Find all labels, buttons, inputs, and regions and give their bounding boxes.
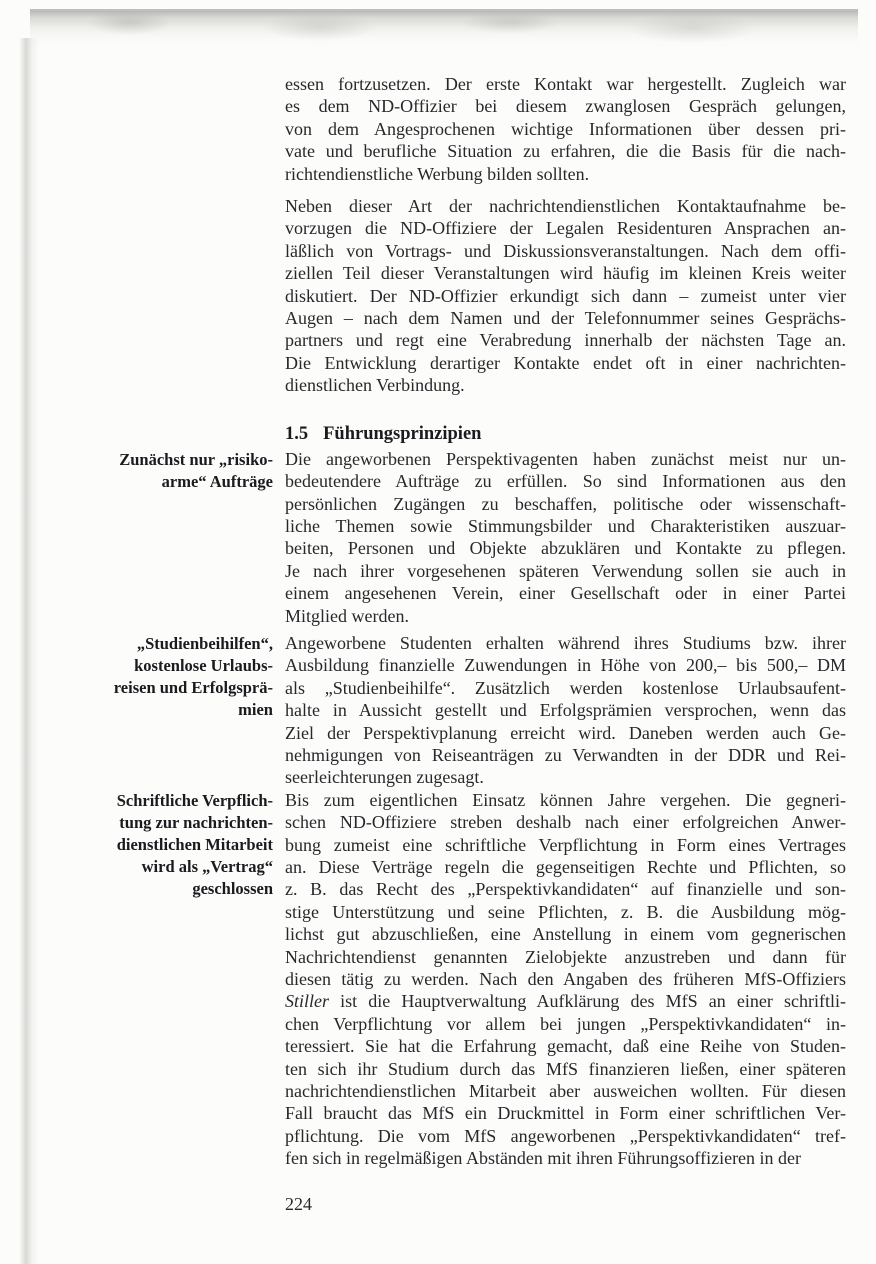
paragraph-block [63, 789, 846, 1170]
text-line: nehmigungen von Reiseanträgen zu Verwandten in der DDR und Rei- [285, 744, 846, 765]
paragraph [285, 195, 846, 397]
text-line: dienstlichen Verbindung. [285, 375, 465, 396]
text-line: diskutiert. Der ND-Offizier erkundigt sich dann – zumeist unter vier [285, 285, 846, 306]
section-heading-block [63, 423, 846, 446]
paragraph [285, 448, 846, 627]
text-line: ten sich ihr Studium durch das MfS finanzieren ließen, einer späteren [285, 1058, 846, 1079]
text-line: Zunächst nur „risiko- [119, 449, 273, 469]
text-line: schen ND-Offiziere streben deshalb nach einer erfolgreichen Anwer- [285, 812, 846, 833]
text-line: als „Studienbeihilfe“. Zusätzlich werden kostenlose Urlaubsaufent- [285, 677, 846, 698]
section-heading [285, 423, 846, 446]
text-line: von dem Angesprochenen wichtige Informationen über dessen pri- [285, 118, 846, 139]
text-line: essen fortzusetzen. Der erste Kontakt war hergestellt. Zugleich war [285, 74, 846, 94]
text-line: diesen tätig zu werden. Nach den Angaben des früheren MfS-Offiziers [285, 969, 846, 990]
text-line: läßlich von Vortrags- und Diskussionsveranstaltungen. Nach dem offi- [285, 240, 846, 261]
text-line: Schriftliche Verpflich- [116, 790, 273, 810]
text-line: teressiert. Sie hat die Erfahrung gemacht, daß eine Reihe von Studen- [285, 1036, 846, 1057]
text-line: chen Verpflichtung vor allem bei jungen „Perspektivkandidaten“ in- [285, 1013, 846, 1034]
scan-artifact-left-edge [19, 38, 39, 1264]
text-line: reisen und Erfolgsprä- [113, 677, 273, 697]
paragraph-block [63, 632, 846, 789]
paragraph-block [63, 195, 846, 397]
text-line: Fall braucht das MfS ein Druckmittel in Form einer schriftlichen Ver- [285, 1103, 846, 1124]
text-line: an. Diese Verträge regeln die gegenseitigen Rechte und Pflichten, so [285, 857, 846, 877]
text-line: Die Entwicklung derartiger Kontakte endet oft in einer nachrichten- [285, 352, 846, 373]
margin-note [63, 448, 273, 627]
paragraph [285, 73, 846, 185]
text-line: pflichtung. Die vom MfS angeworbenen „Perspektivkandidaten“ tref- [285, 1125, 846, 1146]
text-line: Neben dieser Art der nachrichtendienstlichen Kontaktaufnahme be- [285, 196, 846, 217]
page-number: 224 [285, 1193, 312, 1214]
text-line: Ziel der Perspektivplanung erreicht wird. Daneben werden auch Ge- [285, 722, 846, 743]
text-line: halte in Aussicht gestellt und Erfolgsprämien versprochen, wenn das [285, 700, 846, 721]
text-line: mien [238, 699, 273, 719]
text-line: ziellen Teil dieser Veranstaltungen wird häufig im kleinen Kreis weiter [285, 263, 846, 284]
text-line: arme“ Aufträge [161, 471, 273, 491]
text-line: partners und regt eine Verabredung innerhalb der nächsten Tage an. [285, 330, 846, 351]
text-line: Die angeworbenen Perspektivagenten haben zunächst meist nur un- [285, 448, 846, 469]
text-line: beiten, Personen und Objekte abzuklären und Kontakte zu pflegen. [285, 538, 846, 559]
text-line: Mitglied werden. [285, 605, 409, 626]
text-line: wird als „Vertrag“ [141, 856, 273, 876]
page-content [63, 73, 846, 1215]
section-number: 1.5 [285, 423, 309, 444]
section-title: Führungsprinzipien [323, 423, 482, 444]
paragraph [285, 632, 846, 789]
text-line: tung zur nachrichten- [119, 812, 273, 832]
text-line: lichst gut abzuschließen, eine Anstellung in einem vom gegnerischen [285, 924, 846, 945]
text-line: Augen – nach dem Namen und der Telefonnummer seines Gesprächs- [285, 308, 846, 329]
margin-note [63, 632, 273, 789]
text-line: „Studienbeihilfen“, [136, 633, 273, 653]
text-line: Ausbildung finanzielle Zuwendungen in Höhe von 200,– bis 500,– DM [285, 655, 846, 676]
text-line: richtendienstliche Werbung bilden sollten. [285, 163, 590, 184]
text-line: stige Unterstützung und seine Pflichten, z. B. die Ausbildung mög- [285, 901, 846, 922]
text-line: Stiller ist die Hauptverwaltung Aufklärung des MfS an einer schriftli- [285, 991, 846, 1012]
text-line: bedeutendere Aufträge zu erfüllen. So sind Informationen aus den [285, 471, 846, 492]
text-line: liche Themen sowie Stimmungsbilder und Charakteristiken auszuar- [285, 515, 846, 536]
text-line: Bis zum eigentlichen Einsatz können Jahre vergehen. Die gegneri- [285, 789, 846, 810]
text-line: kostenlose Urlaubs- [134, 655, 273, 675]
text-line: nachrichtendienstlichen Mitarbeit aber ausweichen wollten. Für diesen [285, 1081, 846, 1102]
text-line: dienstlichen Mitarbeit [116, 834, 273, 854]
text-line: geschlossen [192, 878, 273, 898]
text-line: z. B. das Recht des „Perspektivkandidaten“ auf finanzielle und son- [285, 879, 846, 900]
text-line: bung zumeist eine schriftliche Verpflichtung in Form eines Vertrages [285, 834, 846, 855]
margin-note-empty [63, 195, 273, 397]
text-line: persönlichen Zugängen zu beschaffen, politische oder wissenschaft- [285, 493, 846, 514]
paragraph-block [63, 73, 846, 185]
text-line: Angeworbene Studenten erhalten während ihres Studiums bzw. ihrer [285, 632, 846, 653]
text-line: Je nach ihrer vorgesehenen späteren Verwendung sollen sie auch in [285, 560, 846, 581]
margin-note-empty [63, 423, 273, 446]
text-line: Nachrichtendienst genannten Zielobjekte anzustreben und dann für [285, 946, 846, 967]
text-line: fen sich in regelmäßigen Abständen mit ihren Führungsoffizieren in der [285, 1148, 802, 1169]
text-line: es dem ND-Offizier bei diesem zwanglosen Gespräch gelungen, [285, 96, 846, 117]
margin-note [63, 789, 273, 1170]
paragraph [285, 789, 846, 1170]
text-line: vate und berufliche Situation zu erfahren, die die Basis für die nach- [285, 141, 846, 162]
margin-note-empty [63, 73, 273, 185]
text-line: einem angesehenen Verein, einer Gesellschaft oder in einer Partei [285, 583, 846, 604]
text-line: seerleichterungen zugesagt. [285, 767, 484, 788]
scan-artifact-top-edge [30, 9, 858, 49]
paragraph-block [63, 448, 846, 627]
text-line: vorzugen die ND-Offiziere der Legalen Residenturen Ansprachen an- [285, 218, 846, 239]
